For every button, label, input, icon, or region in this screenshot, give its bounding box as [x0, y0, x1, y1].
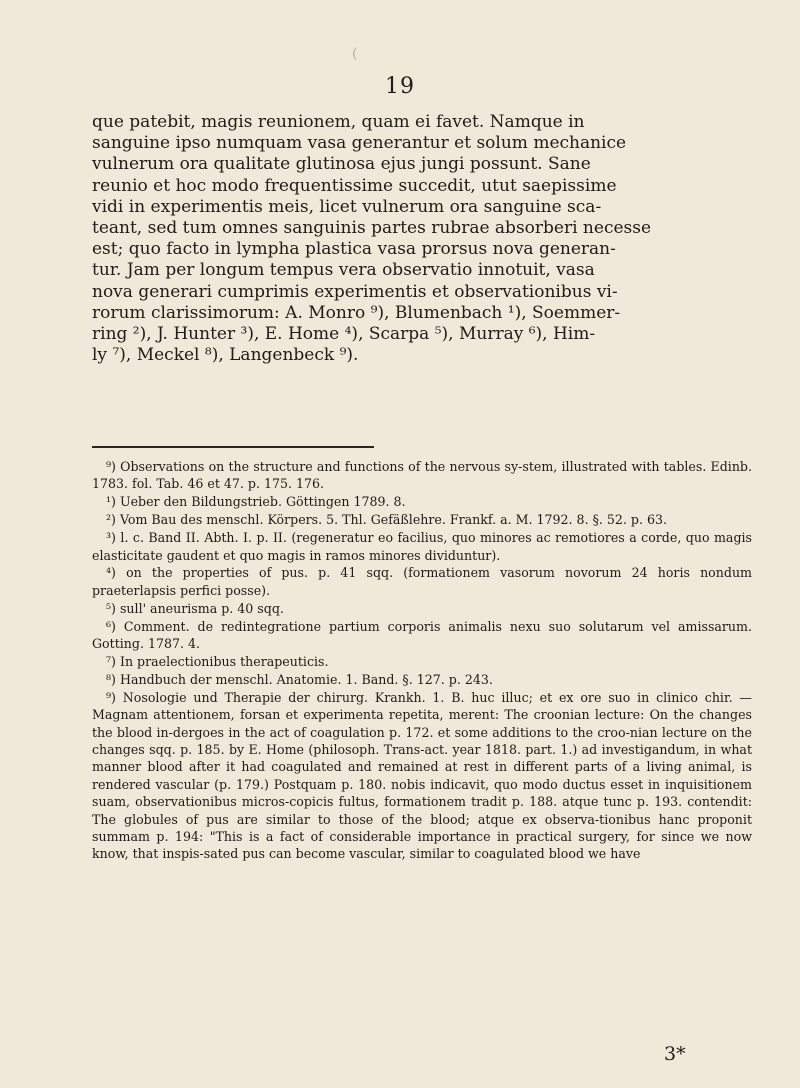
body-line: vulnerum ora qualitate glutinosa ejus jungi possunt. Sane — [92, 154, 591, 175]
footnote: ⁹) Observations on the structure and functions of the nervous sy-stem, illustrated with tables. Edinb. 1783. fol. Tab. 46 et 47. p. 175. 176. — [92, 459, 752, 492]
footnote: ³) l. c. Band II. Abth. I. p. II. (regeneratur eo facilius, quo minores ac remotiores a corde, quo magis elasticitate gaudent et quo magis in ramos minores dividuntur). — [92, 530, 752, 563]
body-line: sanguine ipso numquam vasa generantur et solum mechanice — [92, 133, 627, 154]
footnote: ⁵) sull' aneurisma p. 40 sqq. — [106, 600, 284, 616]
footnote: ⁹) Nosologie und Therapie der chirurg. Krankh. 1. B. huc illuc; et ex ore suo in clinico chir. — Magnam attentionem, forsan et experimenta repetita, merent: The croonian lecture: On the changes the blood in-dergoes in the act of coagulation p. 172. et some additions to the croo-nian lecture on the changes sqq. p. 185. by E. Home (philosoph. Trans-act. year 1818. part. 1.) ad investigandum, in what manner blood after it had coagulated and remained at rest in different parts of a living animal, is rendered vascular (p. 179.) Postquam p. 180. nobis indicavit, quo modo ductus esset in inquisitionem suam, observationibus micros-copicis fultus, formationem tradit p. 188. atque tunc p. 193. contendit: The globules of pus are similar to those of the blood; atque ex observa-tionibus hanc proponit summam p. 194: "This is a fact of considerable importance in practical surgery, for since we now know, that inspis-sated pus can become vascular, similar to coagulated blood we have — [92, 689, 752, 862]
footnote: ⁷) In praelectionibus therapeuticis. — [106, 653, 329, 669]
body-line: que patebit, magis reunionem, quam ei favet. Namque in — [92, 112, 585, 132]
footnote: ¹) Ueber den Bildungstrieb. Göttingen 1789. 8. — [106, 494, 406, 510]
footnote: ⁶) Comment. de redintegratione partium corporis animalis nexu suo solutarum vel amissarum. Gotting. 1787. 4. — [92, 618, 752, 652]
margin-mark: ( — [352, 46, 358, 62]
footnote-divider — [92, 446, 374, 448]
body-line: rorum clarissimorum: A. Monro ⁹), Blumenbach ¹), Soemmer- — [92, 302, 621, 323]
body-line: ly ⁷), Meckel ⁸), Langenbeck ⁹). — [92, 345, 359, 366]
body-line: reunio et hoc modo frequentissime succedit, utut saepissime — [92, 175, 617, 196]
footnote: ²) Vom Bau des menschl. Körpers. 5. Thl. Gefäßlehre. Frankf. a. M. 1792. 8. §. 52. p. 63. — [106, 512, 668, 528]
page-number: 19 — [385, 74, 415, 99]
signature-mark: 3* — [664, 1043, 686, 1065]
footnote: ⁴) on the properties of pus. p. 41 sqq. (formationem vasorum novorum 24 horis nondum praeterlapsis perfici posse). — [92, 565, 752, 598]
body-line: teant, sed tum omnes sanguinis partes rubrae absorberi necesse — [92, 218, 652, 239]
body-line: est; quo facto in lympha plastica vasa prorsus nova generan- — [92, 239, 616, 260]
body-text — [92, 112, 752, 366]
body-line: tur. Jam per longum tempus vera observatio innotuit, vasa — [92, 260, 595, 281]
body-line: ring ²), J. Hunter ³), E. Home ⁴), Scarpa ⁵), Murray ⁶), Him- — [92, 324, 596, 345]
footnotes — [92, 458, 752, 863]
body-line: nova generari cumprimis experimentis et observationibus vi- — [92, 281, 618, 302]
body-line: vidi in experimentis meis, licet vulnerum ora sanguine sca- — [92, 196, 602, 217]
footnote: ⁸) Handbuch der menschl. Anatomie. 1. Band. §. 127. p. 243. — [106, 671, 493, 687]
